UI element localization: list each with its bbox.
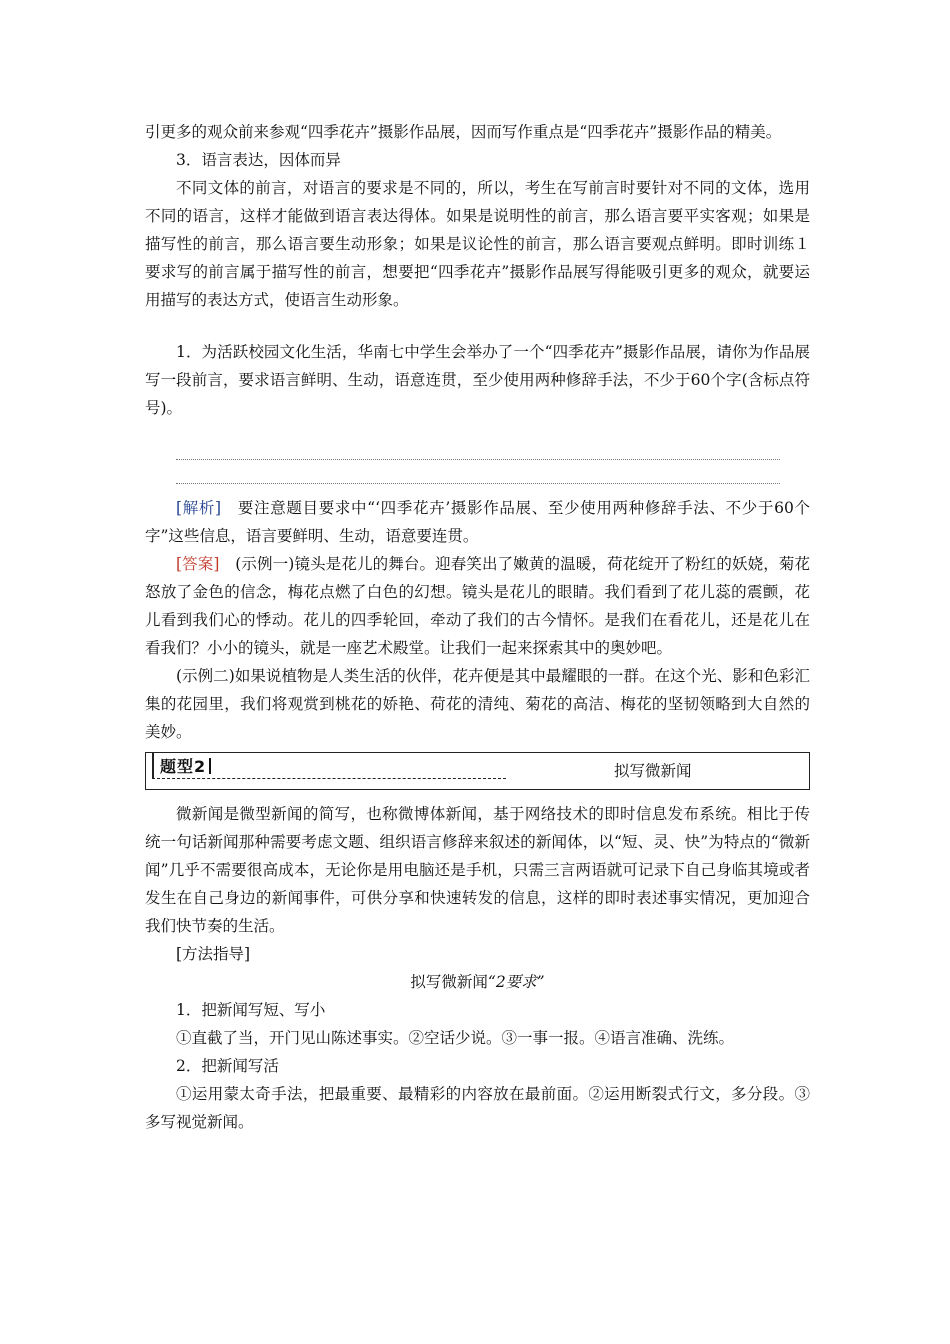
answer-tag: [答案] (176, 555, 220, 573)
analysis-tag: [解析] (176, 499, 222, 517)
section-title: 拟写微新闻 (614, 762, 692, 780)
method-heading: [方法指导] (176, 945, 251, 963)
cursor-mark (209, 758, 211, 774)
document-page (145, 118, 810, 1136)
method-title (145, 968, 810, 996)
section-label-box (152, 752, 506, 779)
answer-text-1: (示例一)镜头是花儿的舞台。迎春笑出了嫩黄的温暖，荷花绽开了粉红的妖娆，菊花怒放了金色的信念，梅花点燃了白色的幻想。镜头是花儿的眼睛。我们看到了花儿蕊的震颤，花儿看到我们心的悸动。花儿的四季轮回，牵动了我们的古今情怀。是我们在看花儿，还是花儿在看我们？小小的镜头，就是一座艺术殿堂。让我们一起来探索其中的奥妙吧。 (145, 555, 810, 657)
answer-lines[interactable] (176, 436, 780, 484)
analysis-paragraph (145, 494, 810, 550)
paragraph-1: 引更多的观众前来参观“四季花卉”摄影作品展，因而写作重点是“四季花卉”摄影作品的精美。 (145, 123, 782, 141)
requirement-1: 1．把新闻写短、写小 (176, 1001, 326, 1019)
paragraph-language: 不同文体的前言，对语言的要求是不同的，所以，考生在写前言时要针对不同的文体，选用不同的语言，这样才能做到语言表达得体。如果是说明性的前言，那么语言要平实客观；如果是描写性的前言，那么语言要生动形象；如果是议论性的前言，那么语言要观点鲜明。即时训练１要求写的前言属于描写性的前言，想要把“四季花卉”摄影作品展写得能吸引更多的观众，就要运用描写的表达方式，使语言生动形象。 (145, 179, 810, 309)
answer-line[interactable] (176, 436, 780, 460)
requirement-2-text: ①运用蒙太奇手法，把最重要、最精彩的内容放在最前面。②运用断裂式行文，多分段。③多写视觉新闻。 (145, 1085, 810, 1131)
subheading-language: 3．语言表达，因体而异 (176, 151, 341, 169)
requirement-1-text: ①直截了当，开门见山陈述事实。②空话少说。③一事一报。④语言准确、洗练。 (176, 1029, 735, 1047)
weixinwen-intro: 微新闻是微型新闻的简写，也称微博体新闻，基于网络技术的即时信息发布系统。相比于传统一句话新闻那种需要考虑文题、组织语言修辞来叙述的新闻体，以“短、灵、快”为特点的“微新闻”几乎不需要很高成本，无论你是用电脑还是手机，只需三言两语就可记录下自己身临其境或者发生在自己身边的新闻事件，可供分享和快速转发的信息，这样的即时表述事实情况，更加迎合我们快节奏的生活。 (145, 805, 810, 935)
question-1: 1．为活跃校园文化生活，华南七中学生会举办了一个“四季花卉”摄影作品展，请你为作品展写一段前言，要求语言鲜明、生动，语意连贯，至少使用两种修辞手法，不少于60个字(含标点符号)。 (145, 343, 810, 417)
answer-line[interactable] (176, 460, 780, 484)
analysis-text: 要注意题目要求中“‘四季花卉’摄影作品展、至少使用两种修辞手法、不少于60个字”这些信息，语言要鲜明、生动，语意要连贯。 (145, 499, 810, 545)
requirement-2: 2．把新闻写活 (176, 1057, 279, 1075)
section-label (160, 754, 211, 777)
method-title-quote: “2要求” (487, 973, 545, 991)
answer-paragraph (145, 550, 810, 662)
answer-example-2: (示例二)如果说植物是人类生活的伙伴，花卉便是其中最耀眼的一群。在这个光、影和色彩汇集的花园里，我们将观赏到桃花的娇艳、荷花的清纯、菊花的高洁、梅花的坚韧领略到大自然的美妙。 (145, 667, 810, 741)
section-label-text: 题型2 (160, 757, 207, 776)
section-bar (145, 752, 810, 790)
method-title-main: 拟写微新闻 (410, 973, 488, 991)
